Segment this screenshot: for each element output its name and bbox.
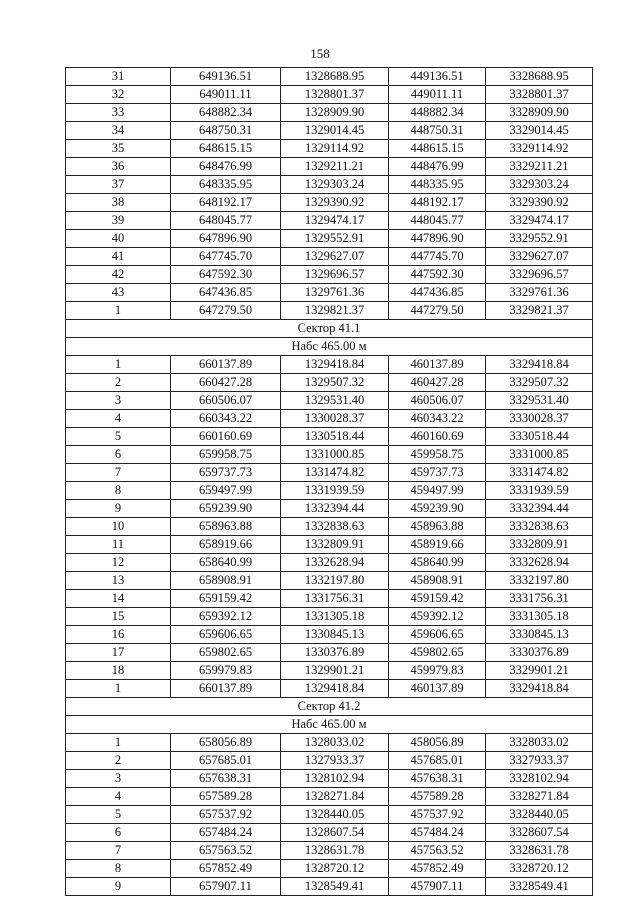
point-number-cell: 43 [66, 284, 171, 302]
y-local-coordinate-cell: 3329507.32 [486, 374, 593, 392]
table-row [66, 572, 593, 590]
point-number-cell: 18 [66, 662, 171, 680]
x-coordinate-cell: 657537.92 [171, 806, 281, 824]
point-number-cell: 3 [66, 770, 171, 788]
table-row [66, 356, 593, 374]
x-local-coordinate-cell: 447279.50 [389, 302, 486, 320]
point-number-cell: 7 [66, 842, 171, 860]
x-coordinate-cell: 647896.90 [171, 230, 281, 248]
table-row [66, 464, 593, 482]
x-coordinate-cell: 657907.11 [171, 878, 281, 896]
table-row [66, 860, 593, 878]
table-row [66, 788, 593, 806]
x-coordinate-cell: 648335.95 [171, 176, 281, 194]
y-local-coordinate-cell: 3330028.37 [486, 410, 593, 428]
point-number-cell: 1 [66, 734, 171, 752]
x-coordinate-cell: 659606.65 [171, 626, 281, 644]
x-local-coordinate-cell: 457852.49 [389, 860, 486, 878]
x-coordinate-cell: 657852.49 [171, 860, 281, 878]
x-coordinate-cell: 648750.31 [171, 122, 281, 140]
point-number-cell: 17 [66, 644, 171, 662]
x-local-coordinate-cell: 459392.12 [389, 608, 486, 626]
y-coordinate-cell: 1329552.91 [281, 230, 389, 248]
x-coordinate-cell: 647745.70 [171, 248, 281, 266]
y-coordinate-cell: 1332628.94 [281, 554, 389, 572]
y-local-coordinate-cell: 3328909.90 [486, 104, 593, 122]
x-local-coordinate-cell: 448882.34 [389, 104, 486, 122]
point-number-cell: 36 [66, 158, 171, 176]
table-row [66, 86, 593, 104]
table-row [66, 770, 593, 788]
table-row [66, 482, 593, 500]
table-row [66, 248, 593, 266]
y-coordinate-cell: 1328801.37 [281, 86, 389, 104]
point-number-cell: 4 [66, 788, 171, 806]
x-coordinate-cell: 648045.77 [171, 212, 281, 230]
table-row [66, 554, 593, 572]
x-local-coordinate-cell: 460427.28 [389, 374, 486, 392]
x-coordinate-cell: 647279.50 [171, 302, 281, 320]
table-row [66, 626, 593, 644]
y-coordinate-cell: 1330028.37 [281, 410, 389, 428]
x-coordinate-cell: 657484.24 [171, 824, 281, 842]
x-local-coordinate-cell: 447592.30 [389, 266, 486, 284]
y-local-coordinate-cell: 3329390.92 [486, 194, 593, 212]
x-coordinate-cell: 657638.31 [171, 770, 281, 788]
table-row [66, 392, 593, 410]
y-coordinate-cell: 1327933.37 [281, 752, 389, 770]
table-row [66, 752, 593, 770]
y-coordinate-cell: 1332197.80 [281, 572, 389, 590]
section-title: Сектор 41.1 [66, 320, 593, 338]
coordinates-table [65, 67, 593, 896]
table-row [66, 230, 593, 248]
x-local-coordinate-cell: 447896.90 [389, 230, 486, 248]
x-local-coordinate-cell: 460343.22 [389, 410, 486, 428]
x-coordinate-cell: 660343.22 [171, 410, 281, 428]
y-coordinate-cell: 1329303.24 [281, 176, 389, 194]
table-row [66, 500, 593, 518]
point-number-cell: 10 [66, 518, 171, 536]
y-coordinate-cell: 1332394.44 [281, 500, 389, 518]
point-number-cell: 5 [66, 428, 171, 446]
table-row [66, 266, 593, 284]
x-local-coordinate-cell: 449011.11 [389, 86, 486, 104]
y-coordinate-cell: 1328909.90 [281, 104, 389, 122]
x-local-coordinate-cell: 460137.89 [389, 356, 486, 374]
x-local-coordinate-cell: 447436.85 [389, 284, 486, 302]
x-coordinate-cell: 660427.28 [171, 374, 281, 392]
point-number-cell: 33 [66, 104, 171, 122]
y-coordinate-cell: 1328607.54 [281, 824, 389, 842]
point-number-cell: 31 [66, 68, 171, 86]
y-coordinate-cell: 1329531.40 [281, 392, 389, 410]
table-row [66, 536, 593, 554]
x-coordinate-cell: 659497.99 [171, 482, 281, 500]
table-row [66, 122, 593, 140]
section-header-row [66, 716, 593, 734]
x-local-coordinate-cell: 458640.99 [389, 554, 486, 572]
y-local-coordinate-cell: 3329211.21 [486, 158, 593, 176]
table-row [66, 734, 593, 752]
y-coordinate-cell: 1331000.85 [281, 446, 389, 464]
point-number-cell: 12 [66, 554, 171, 572]
table-row [66, 644, 593, 662]
x-coordinate-cell: 657589.28 [171, 788, 281, 806]
y-local-coordinate-cell: 3329014.45 [486, 122, 593, 140]
x-local-coordinate-cell: 457563.52 [389, 842, 486, 860]
x-local-coordinate-cell: 460137.89 [389, 680, 486, 698]
point-number-cell: 13 [66, 572, 171, 590]
y-local-coordinate-cell: 3328033.02 [486, 734, 593, 752]
section-title: Сектор 41.2 [66, 698, 593, 716]
y-local-coordinate-cell: 3330376.89 [486, 644, 593, 662]
y-local-coordinate-cell: 3328440.05 [486, 806, 593, 824]
y-local-coordinate-cell: 3332628.94 [486, 554, 593, 572]
y-local-coordinate-cell: 3332809.91 [486, 536, 593, 554]
y-coordinate-cell: 1329474.17 [281, 212, 389, 230]
y-coordinate-cell: 1329696.57 [281, 266, 389, 284]
y-local-coordinate-cell: 3329761.36 [486, 284, 593, 302]
section-header-row [66, 698, 593, 716]
y-coordinate-cell: 1328631.78 [281, 842, 389, 860]
y-local-coordinate-cell: 3329474.17 [486, 212, 593, 230]
y-local-coordinate-cell: 3329418.84 [486, 356, 593, 374]
x-local-coordinate-cell: 457484.24 [389, 824, 486, 842]
y-local-coordinate-cell: 3331000.85 [486, 446, 593, 464]
x-coordinate-cell: 648192.17 [171, 194, 281, 212]
x-coordinate-cell: 659958.75 [171, 446, 281, 464]
x-coordinate-cell: 659979.83 [171, 662, 281, 680]
y-coordinate-cell: 1331939.59 [281, 482, 389, 500]
table-row [66, 176, 593, 194]
table-row [66, 446, 593, 464]
x-local-coordinate-cell: 460506.07 [389, 392, 486, 410]
y-local-coordinate-cell: 3330845.13 [486, 626, 593, 644]
y-local-coordinate-cell: 3329627.07 [486, 248, 593, 266]
y-coordinate-cell: 1329418.84 [281, 356, 389, 374]
x-coordinate-cell: 649011.11 [171, 86, 281, 104]
table-row [66, 194, 593, 212]
point-number-cell: 2 [66, 374, 171, 392]
y-local-coordinate-cell: 3329531.40 [486, 392, 593, 410]
x-local-coordinate-cell: 459958.75 [389, 446, 486, 464]
point-number-cell: 39 [66, 212, 171, 230]
x-coordinate-cell: 658919.66 [171, 536, 281, 554]
x-coordinate-cell: 647436.85 [171, 284, 281, 302]
x-local-coordinate-cell: 457685.01 [389, 752, 486, 770]
y-local-coordinate-cell: 3331305.18 [486, 608, 593, 626]
y-local-coordinate-cell: 3327933.37 [486, 752, 593, 770]
x-coordinate-cell: 658056.89 [171, 734, 281, 752]
x-coordinate-cell: 657685.01 [171, 752, 281, 770]
point-number-cell: 40 [66, 230, 171, 248]
x-local-coordinate-cell: 449136.51 [389, 68, 486, 86]
y-coordinate-cell: 1332809.91 [281, 536, 389, 554]
x-local-coordinate-cell: 459159.42 [389, 590, 486, 608]
x-coordinate-cell: 660506.07 [171, 392, 281, 410]
y-local-coordinate-cell: 3328271.84 [486, 788, 593, 806]
x-coordinate-cell: 658640.99 [171, 554, 281, 572]
point-number-cell: 8 [66, 482, 171, 500]
y-local-coordinate-cell: 3331939.59 [486, 482, 593, 500]
table-row [66, 212, 593, 230]
y-local-coordinate-cell: 3328688.95 [486, 68, 593, 86]
point-number-cell: 34 [66, 122, 171, 140]
section-header-row [66, 338, 593, 356]
table-row [66, 518, 593, 536]
x-local-coordinate-cell: 458908.91 [389, 572, 486, 590]
x-coordinate-cell: 648476.99 [171, 158, 281, 176]
x-coordinate-cell: 659392.12 [171, 608, 281, 626]
point-number-cell: 6 [66, 824, 171, 842]
point-number-cell: 38 [66, 194, 171, 212]
x-coordinate-cell: 659802.65 [171, 644, 281, 662]
y-local-coordinate-cell: 3329901.21 [486, 662, 593, 680]
point-number-cell: 1 [66, 356, 171, 374]
y-local-coordinate-cell: 3329696.57 [486, 266, 593, 284]
table-row [66, 104, 593, 122]
section-subtitle: Набс 465.00 м [66, 338, 593, 356]
y-local-coordinate-cell: 3329114.92 [486, 140, 593, 158]
y-coordinate-cell: 1328102.94 [281, 770, 389, 788]
point-number-cell: 9 [66, 878, 171, 896]
y-coordinate-cell: 1329114.92 [281, 140, 389, 158]
table-row [66, 842, 593, 860]
table-row [66, 68, 593, 86]
page-number: 158 [310, 46, 330, 61]
x-local-coordinate-cell: 457589.28 [389, 788, 486, 806]
table-row [66, 824, 593, 842]
y-coordinate-cell: 1329390.92 [281, 194, 389, 212]
y-local-coordinate-cell: 3328631.78 [486, 842, 593, 860]
y-coordinate-cell: 1330845.13 [281, 626, 389, 644]
y-local-coordinate-cell: 3331756.31 [486, 590, 593, 608]
y-local-coordinate-cell: 3328102.94 [486, 770, 593, 788]
table-row [66, 428, 593, 446]
y-coordinate-cell: 1331474.82 [281, 464, 389, 482]
y-coordinate-cell: 1329211.21 [281, 158, 389, 176]
y-coordinate-cell: 1328549.41 [281, 878, 389, 896]
x-local-coordinate-cell: 457638.31 [389, 770, 486, 788]
x-local-coordinate-cell: 448750.31 [389, 122, 486, 140]
y-coordinate-cell: 1329761.36 [281, 284, 389, 302]
x-coordinate-cell: 659239.90 [171, 500, 281, 518]
x-local-coordinate-cell: 447745.70 [389, 248, 486, 266]
y-coordinate-cell: 1329507.32 [281, 374, 389, 392]
x-local-coordinate-cell: 458919.66 [389, 536, 486, 554]
point-number-cell: 7 [66, 464, 171, 482]
table-row [66, 662, 593, 680]
x-local-coordinate-cell: 459606.65 [389, 626, 486, 644]
point-number-cell: 8 [66, 860, 171, 878]
point-number-cell: 41 [66, 248, 171, 266]
y-coordinate-cell: 1328720.12 [281, 860, 389, 878]
table-row [66, 374, 593, 392]
x-local-coordinate-cell: 448335.95 [389, 176, 486, 194]
point-number-cell: 11 [66, 536, 171, 554]
x-local-coordinate-cell: 458963.88 [389, 518, 486, 536]
x-local-coordinate-cell: 448476.99 [389, 158, 486, 176]
table-row [66, 410, 593, 428]
y-local-coordinate-cell: 3330518.44 [486, 428, 593, 446]
y-coordinate-cell: 1332838.63 [281, 518, 389, 536]
y-coordinate-cell: 1328033.02 [281, 734, 389, 752]
y-local-coordinate-cell: 3332838.63 [486, 518, 593, 536]
point-number-cell: 42 [66, 266, 171, 284]
table-row [66, 158, 593, 176]
x-local-coordinate-cell: 459979.83 [389, 662, 486, 680]
point-number-cell: 9 [66, 500, 171, 518]
y-coordinate-cell: 1331756.31 [281, 590, 389, 608]
table-row [66, 608, 593, 626]
x-coordinate-cell: 659737.73 [171, 464, 281, 482]
y-local-coordinate-cell: 3329418.84 [486, 680, 593, 698]
table-row [66, 878, 593, 896]
y-local-coordinate-cell: 3328607.54 [486, 824, 593, 842]
y-local-coordinate-cell: 3331474.82 [486, 464, 593, 482]
section-header-row [66, 320, 593, 338]
x-coordinate-cell: 660137.89 [171, 680, 281, 698]
table-row [66, 302, 593, 320]
table-row [66, 680, 593, 698]
table-row [66, 140, 593, 158]
table-row [66, 806, 593, 824]
y-coordinate-cell: 1329627.07 [281, 248, 389, 266]
x-local-coordinate-cell: 460160.69 [389, 428, 486, 446]
x-local-coordinate-cell: 459737.73 [389, 464, 486, 482]
point-number-cell: 4 [66, 410, 171, 428]
x-coordinate-cell: 660160.69 [171, 428, 281, 446]
y-local-coordinate-cell: 3332394.44 [486, 500, 593, 518]
x-local-coordinate-cell: 458056.89 [389, 734, 486, 752]
y-local-coordinate-cell: 3332197.80 [486, 572, 593, 590]
x-local-coordinate-cell: 448192.17 [389, 194, 486, 212]
y-coordinate-cell: 1329014.45 [281, 122, 389, 140]
y-local-coordinate-cell: 3329303.24 [486, 176, 593, 194]
x-coordinate-cell: 648615.15 [171, 140, 281, 158]
y-coordinate-cell: 1330518.44 [281, 428, 389, 446]
y-coordinate-cell: 1329418.84 [281, 680, 389, 698]
x-coordinate-cell: 658908.91 [171, 572, 281, 590]
point-number-cell: 14 [66, 590, 171, 608]
y-local-coordinate-cell: 3328549.41 [486, 878, 593, 896]
x-coordinate-cell: 649136.51 [171, 68, 281, 86]
y-coordinate-cell: 1330376.89 [281, 644, 389, 662]
x-local-coordinate-cell: 459239.90 [389, 500, 486, 518]
coordinates-table-body [66, 68, 593, 896]
y-local-coordinate-cell: 3328801.37 [486, 86, 593, 104]
x-local-coordinate-cell: 457537.92 [389, 806, 486, 824]
y-coordinate-cell: 1328440.05 [281, 806, 389, 824]
point-number-cell: 15 [66, 608, 171, 626]
point-number-cell: 6 [66, 446, 171, 464]
point-number-cell: 3 [66, 392, 171, 410]
y-coordinate-cell: 1328271.84 [281, 788, 389, 806]
x-coordinate-cell: 647592.30 [171, 266, 281, 284]
y-local-coordinate-cell: 3329821.37 [486, 302, 593, 320]
x-coordinate-cell: 660137.89 [171, 356, 281, 374]
y-coordinate-cell: 1331305.18 [281, 608, 389, 626]
x-coordinate-cell: 658963.88 [171, 518, 281, 536]
y-local-coordinate-cell: 3329552.91 [486, 230, 593, 248]
section-subtitle: Набс 465.00 м [66, 716, 593, 734]
point-number-cell: 1 [66, 302, 171, 320]
y-coordinate-cell: 1329821.37 [281, 302, 389, 320]
point-number-cell: 5 [66, 806, 171, 824]
x-local-coordinate-cell: 459497.99 [389, 482, 486, 500]
point-number-cell: 32 [66, 86, 171, 104]
x-local-coordinate-cell: 459802.65 [389, 644, 486, 662]
x-local-coordinate-cell: 448615.15 [389, 140, 486, 158]
y-coordinate-cell: 1328688.95 [281, 68, 389, 86]
x-local-coordinate-cell: 457907.11 [389, 878, 486, 896]
table-row [66, 590, 593, 608]
point-number-cell: 37 [66, 176, 171, 194]
y-coordinate-cell: 1329901.21 [281, 662, 389, 680]
x-coordinate-cell: 648882.34 [171, 104, 281, 122]
point-number-cell: 35 [66, 140, 171, 158]
y-local-coordinate-cell: 3328720.12 [486, 860, 593, 878]
x-coordinate-cell: 657563.52 [171, 842, 281, 860]
x-local-coordinate-cell: 448045.77 [389, 212, 486, 230]
point-number-cell: 16 [66, 626, 171, 644]
x-coordinate-cell: 659159.42 [171, 590, 281, 608]
point-number-cell: 1 [66, 680, 171, 698]
table-row [66, 284, 593, 302]
point-number-cell: 2 [66, 752, 171, 770]
